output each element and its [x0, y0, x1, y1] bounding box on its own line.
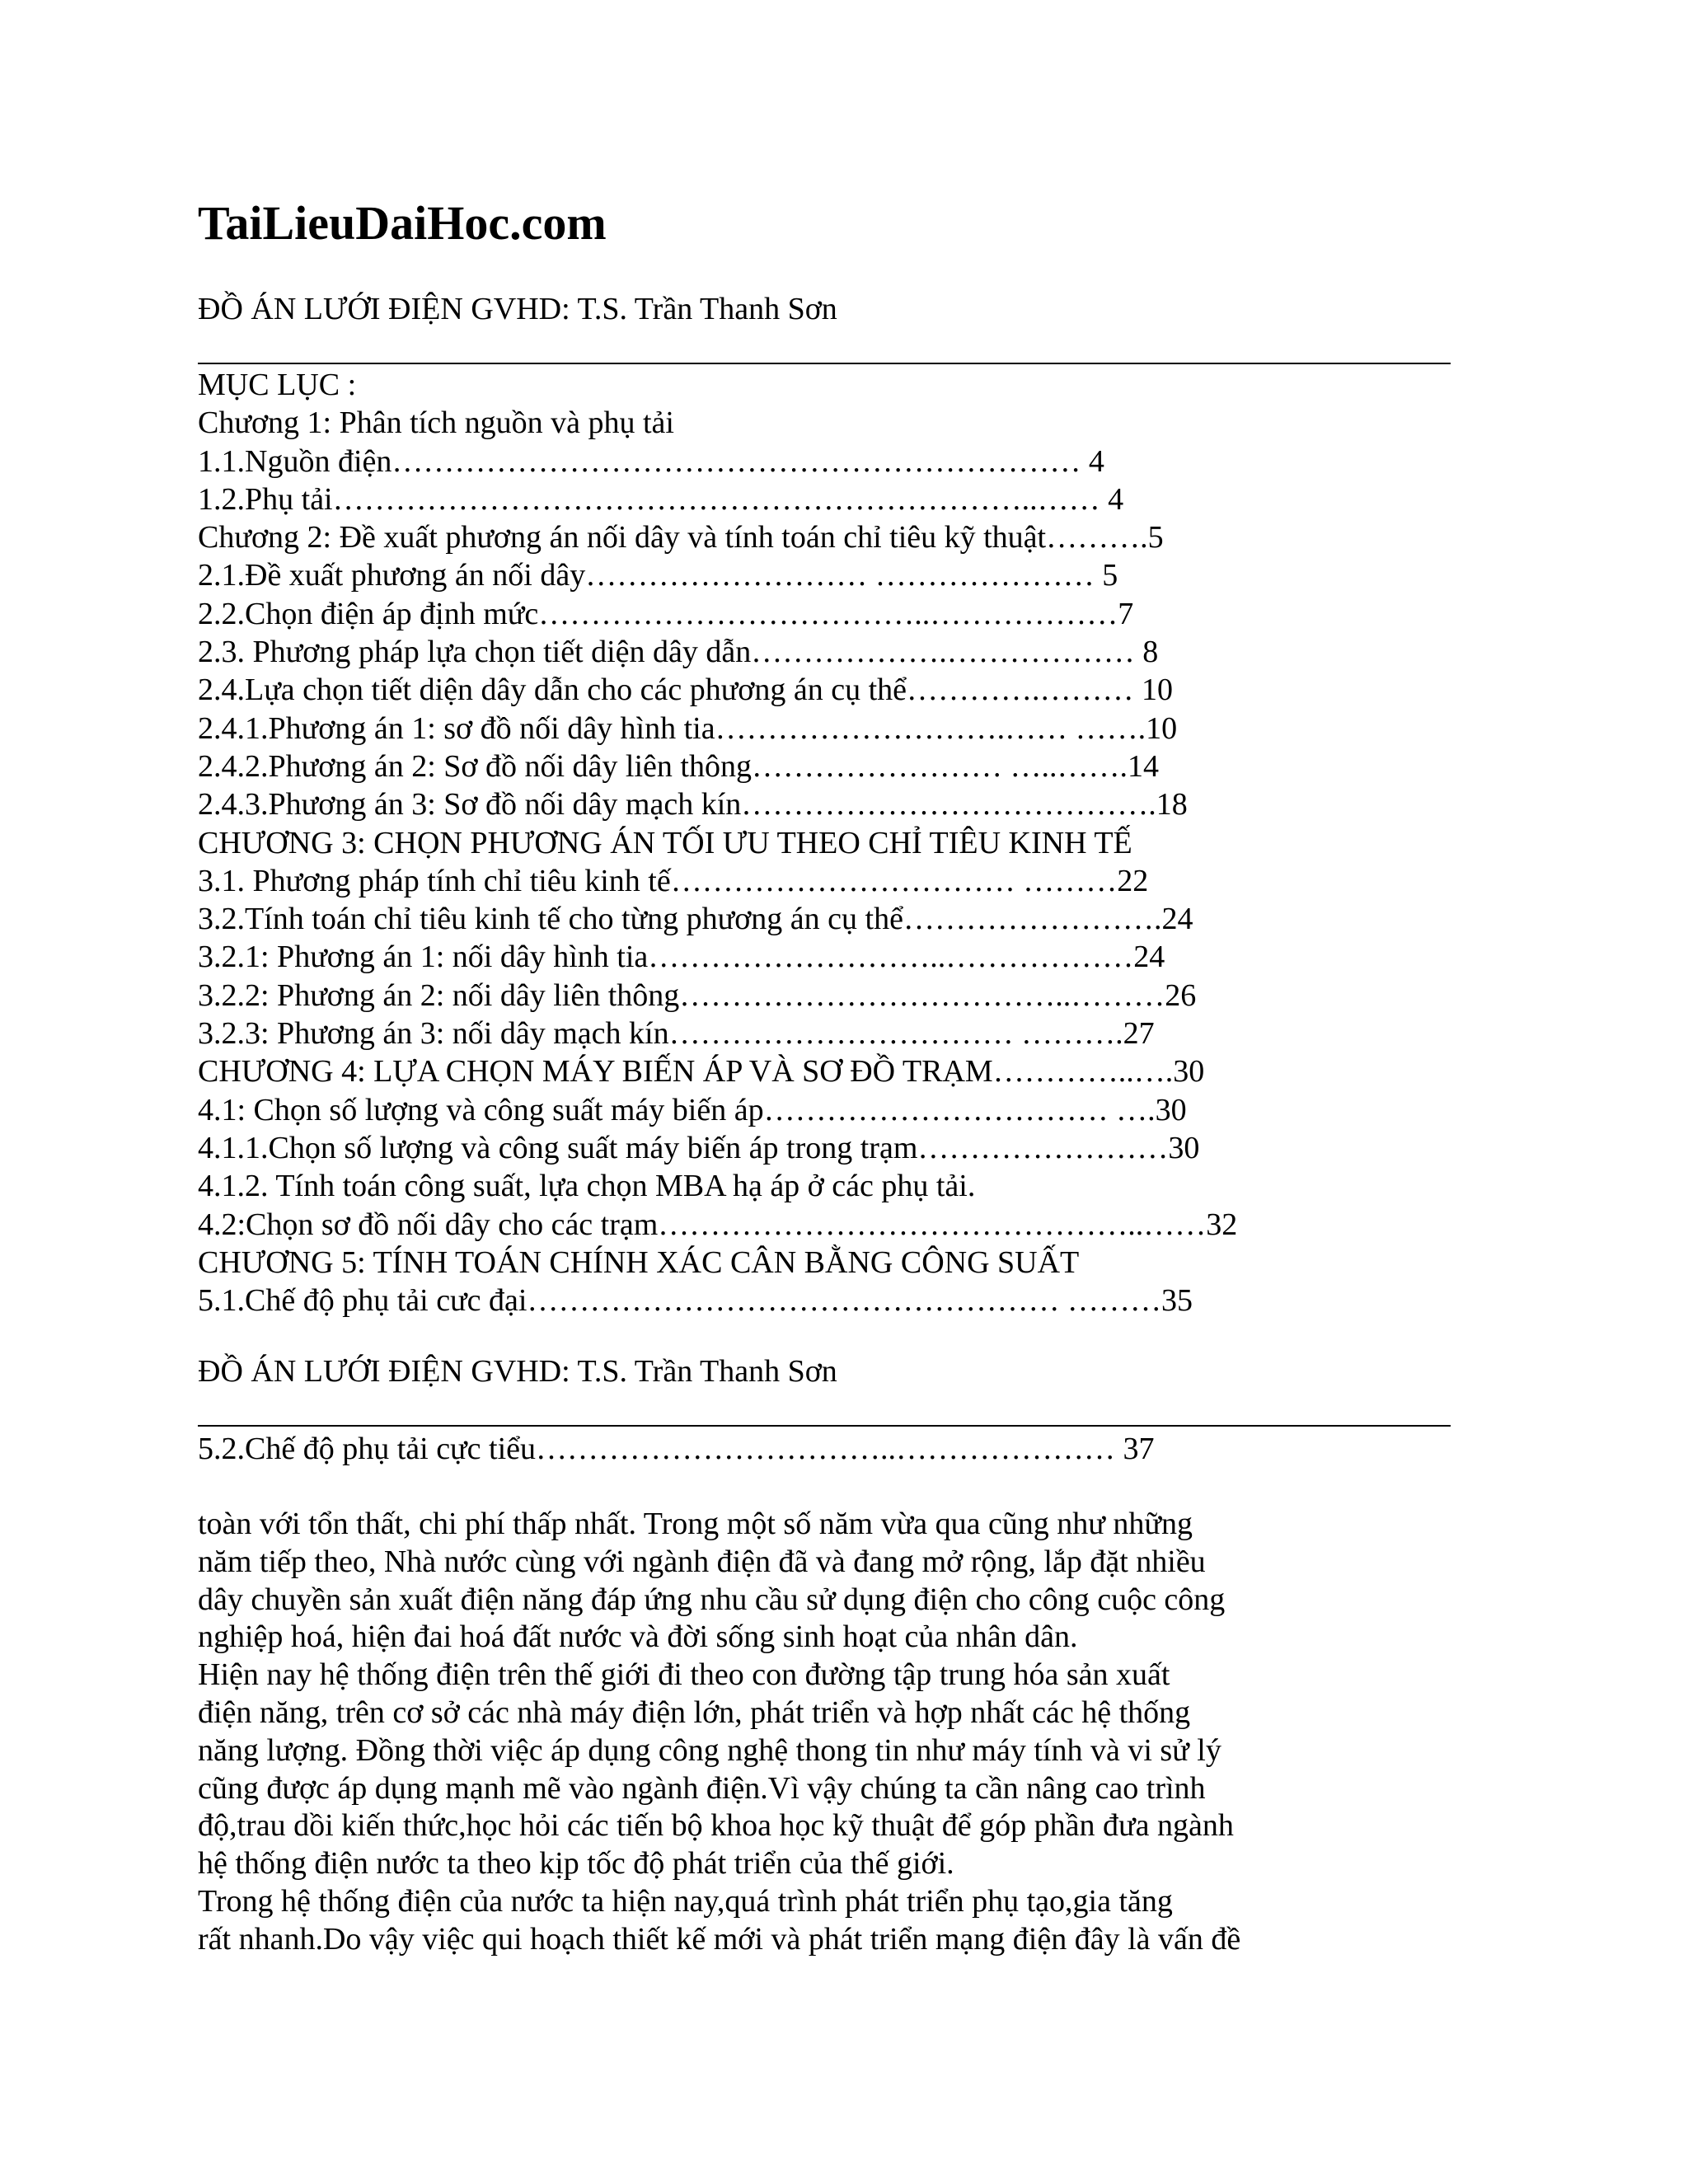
body-line: toàn với tổn thất, chi phí thấp nhất. Trong một số năm vừa qua cũng như những — [198, 1507, 1193, 1541]
body-line: Trong hệ thống điện của nước ta hiện nay,quá trình phát triển phụ tạo,gia tăng — [198, 1883, 1173, 1919]
site-title: TaiLieuDaiHoc.com — [198, 196, 607, 250]
toc-line: 4.1.2. Tính toán công suất, lựa chọn MBA hạ áp ở các phụ tải. — [198, 1169, 976, 1204]
body-line: dây chuyền sản xuất điện năng đáp ứng nhu cầu sử dụng điện cho công cuộc công — [198, 1582, 1226, 1617]
body-paragraphs — [198, 1506, 1240, 1959]
body-line: năm tiếp theo, Nhà nước cùng với ngành điện đã và đang mở rộng, lắp đặt nhiều — [198, 1544, 1206, 1579]
body-line: nghiệp hoá, hiện đai hoá đất nước và đời sống sinh hoạt của nhân dân. — [198, 1619, 1078, 1655]
toc-line: 1.2.Phụ tải…………………………………………………………..…… 4 — [198, 481, 1124, 517]
page-header-2: ĐỒ ÁN LƯỚI ĐIỆN GVHD: T.S. Trần Thanh Sơn — [198, 1354, 837, 1389]
toc-line: 3.2.Tính toán chỉ tiêu kinh tế cho từng phương án cụ thể…………………….24 — [198, 902, 1193, 937]
toc-line: 3.2.2: Phương án 2: nối dây liên thông………………………………..………26 — [198, 977, 1197, 1013]
toc-line: 2.1.Đề xuất phương án nối dây……………………… ………………… 5 — [198, 558, 1118, 593]
page-header-1: ĐỒ ÁN LƯỚI ĐIỆN GVHD: T.S. Trần Thanh Sơn — [198, 292, 837, 326]
toc-line: 3.1. Phương pháp tính chỉ tiêu kinh tế…………………………… ………22 — [198, 863, 1149, 898]
toc-line: 2.3. Phương pháp lựa chọn tiết diện dây dẫn……………….……………… 8 — [198, 635, 1159, 670]
body-line: độ,trau dồi kiến thức,học hỏi các tiến bộ khoa học kỹ thuật để góp phần đưa ngành — [198, 1808, 1234, 1844]
body-line: năng lượng. Đồng thời việc áp dụng công nghệ thong tin như máy tính và vi sử lý — [198, 1732, 1221, 1768]
toc-line: CHƯƠNG 4: LỰA CHỌN MÁY BIẾN ÁP VÀ SƠ ĐỒ TRẠM…………..….30 — [198, 1054, 1205, 1090]
toc-line: Chương 1: Phân tích nguồn và phụ tải — [198, 405, 674, 441]
body-line: Hiện nay hệ thống điện trên thế giới đi theo con đường tập trung hóa sản xuất — [198, 1657, 1170, 1693]
toc-line: Chương 2: Đề xuất phương án nối dây và tính toán chỉ tiêu kỹ thuật……….5 — [198, 520, 1164, 555]
body-line: điện năng, trên cơ sở các nhà máy điện lớn, phát triển và hợp nhất các hệ thống — [198, 1694, 1191, 1730]
header-divider-1 — [198, 363, 1451, 364]
header-divider-2 — [198, 1425, 1451, 1427]
toc-line: CHƯƠNG 3: CHỌN PHƯƠNG ÁN TỐI ƯU THEO CHỈ TIÊU KINH TẾ — [198, 825, 1132, 860]
toc-line: 3.2.3: Phương án 3: nối dây mạch kín…………………………… ……….27 — [198, 1016, 1155, 1052]
body-line: hệ thống điện nước ta theo kịp tốc độ phát triển của thế giới. — [198, 1846, 954, 1882]
toc-line: 5.1.Chế độ phụ tải cưc đại…………………………………………… ………35 — [198, 1283, 1193, 1319]
table-of-contents — [198, 366, 1237, 1319]
toc-line: 2.4.2.Phương án 2: Sơ đồ nối dây liên thông…………………… …..…….14 — [198, 748, 1159, 784]
toc-line: 1.1.Nguồn điện………………………………………………………… 4 — [198, 443, 1104, 479]
toc-continuation-line: 5.2.Chế độ phụ tải cực tiểu……………………………..………………… 37 — [198, 1432, 1155, 1466]
toc-line: 2.2.Chọn điện áp định mức………………………………..………………7 — [198, 596, 1134, 631]
toc-line: 2.4.Lựa chọn tiết diện dây dẫn cho các phương án cụ thể………….……… 10 — [198, 673, 1174, 708]
body-line: rất nhanh.Do vậy việc qui hoạch thiết kế mới và phát triển mạng điện đây là vấn đề — [198, 1921, 1241, 1957]
body-line: cũng được áp dụng mạnh mẽ vào ngành điện.Vì vậy chúng ta cần nâng cao trình — [198, 1770, 1206, 1806]
toc-line: CHƯƠNG 5: TÍNH TOÁN CHÍNH XÁC CÂN BẰNG CÔNG SUẤT — [198, 1244, 1080, 1280]
toc-line: 2.4.1.Phương án 1: sơ đồ nối dây hình tia……………………….…… …….10 — [198, 710, 1178, 746]
toc-line: 4.1.1.Chọn số lượng và công suất máy biến áp trong trạm……………………30 — [198, 1130, 1200, 1165]
toc-heading: MỤC LỤC : — [198, 368, 357, 402]
toc-line: 3.2.1: Phương án 1: nối dây hình tia………………………..………………24 — [198, 940, 1165, 975]
toc-line: 4.1: Chọn số lượng và công suất máy biến áp…………………………… ….30 — [198, 1092, 1187, 1127]
toc-line: 2.4.3.Phương án 3: Sơ đồ nối dây mạch kín………………………………….18 — [198, 787, 1188, 823]
toc-line: 4.2:Chọn sơ đồ nối dây cho các trạm………………………………………..……32 — [198, 1207, 1238, 1242]
